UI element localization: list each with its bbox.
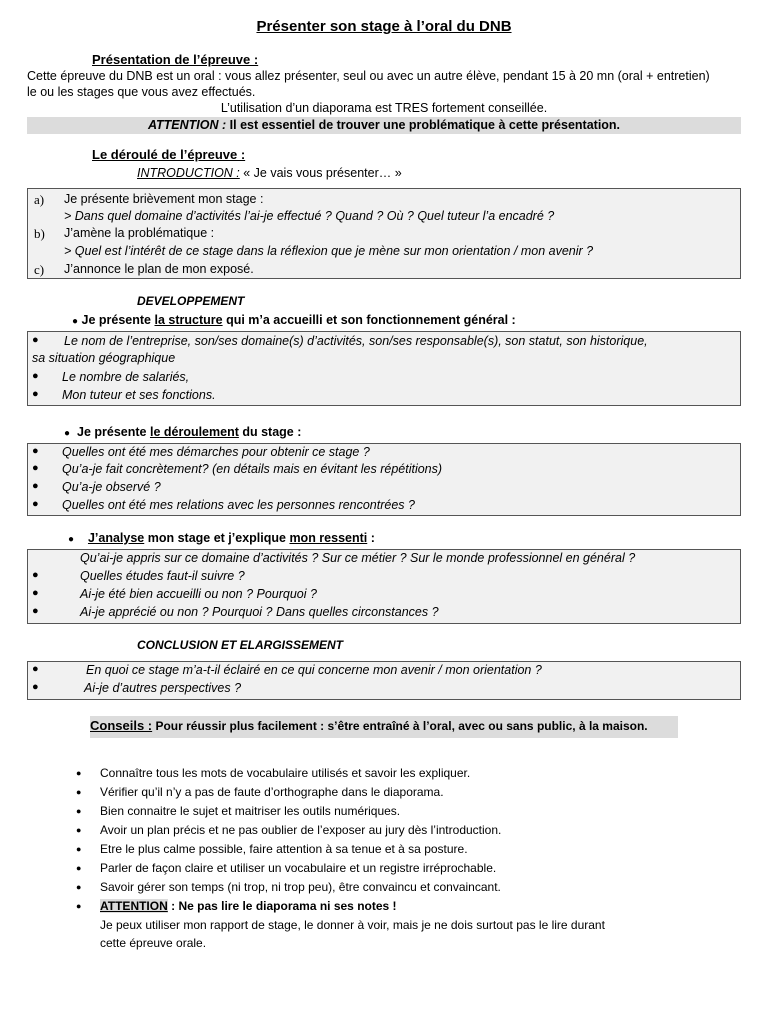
deroulement-heading: ● Je présente le déroulement du stage : <box>64 425 302 439</box>
page-title: Présenter son stage à l’oral du DNB <box>256 18 512 35</box>
bullet-icon: ● <box>76 806 82 816</box>
analyse-heading: ● J’analyse mon stage et j’explique mon ressenti : <box>68 531 375 545</box>
bullet-icon: ● <box>76 844 82 854</box>
introduction-box <box>27 188 741 279</box>
bullet-icon: ● <box>72 316 79 327</box>
conclusion-heading: CONCLUSION ET ELARGISSEMENT <box>137 638 344 652</box>
bullet-icon: ● <box>76 882 82 892</box>
bullet-icon: ● <box>32 498 39 510</box>
presentation-line-1: Cette épreuve du DNB est un oral : vous allez présenter, seul ou avec un autre élève, pendant 15 à 20 mn (oral + entretien) <box>27 69 710 83</box>
attention-text: Il est essentiel de trouver une problématique à cette présentation. <box>226 118 621 132</box>
introduction-heading <box>137 166 402 180</box>
bullet-icon: ● <box>32 605 39 617</box>
bullet-icon: ● <box>32 587 39 599</box>
list-item-continuation: sa situation géographique <box>32 351 176 365</box>
conseils-text: Pour réussir plus facilement : s’être entraîné à l’oral, avec ou sans public, à la maison. <box>152 719 648 733</box>
deroulement-box: ● Quelles ont été mes démarches pour obtenir ce stage ? ● Qu’a-je fait concrètement? (en détails mais en évitant les répétitions) ● Qu’a-je observé ? ● Quelles ont été mes relations avec les personnes rencontrées ? <box>27 443 741 516</box>
attention-banner <box>27 117 741 134</box>
introduction-text: « Je vais vous présenter… » <box>239 166 402 180</box>
list-item: Qu’ai-je appris sur ce domaine d’activités ? Sur ce métier ? Sur le monde professionnel en général ? <box>80 551 636 565</box>
analyse-box: Qu’ai-je appris sur ce domaine d’activités ? Sur ce métier ? Sur le monde professionnel en général ? ● Quelles études faut-il suivre ? ● Ai-je été bien accueilli ou non ? Pourquoi ? ● Ai-je apprécié ou non ? Pourquoi ? Dans quelles circonstances ? <box>27 549 741 624</box>
conclusion-box: ● En quoi ce stage m’a-t-il éclairé en ce qui concerne mon avenir / mon orientation ? ● Ai-je d’autres perspectives ? <box>27 661 741 700</box>
bullet-icon: ● <box>76 825 82 835</box>
bullet-icon: ● <box>32 445 39 457</box>
conseil-attention-label: ATTENTION <box>100 899 168 913</box>
intro-item-a: Je présente brièvement mon stage : <box>64 192 264 206</box>
intro-item-a-detail: > Dans quel domaine d’activités l’ai-je effectué ? Quand ? Où ? Quel tuteur l’a encadré ? <box>64 209 555 223</box>
bullet-icon: ● <box>76 863 82 873</box>
bullet-icon: ● <box>32 370 39 382</box>
bullet-icon: ● <box>68 534 75 545</box>
deroule-heading: Le déroulé de l’épreuve : <box>92 147 246 162</box>
bullet-icon: ● <box>32 388 39 400</box>
bullet-icon: ● <box>76 901 82 911</box>
intro-item-b-detail: > Quel est l’intérêt de ce stage dans la réflexion que je mène sur mon orientation / mon avenir ? <box>64 244 594 258</box>
bullet-icon: ● <box>32 663 39 675</box>
list-marker: b) <box>34 226 45 241</box>
intro-item-c: J’annonce le plan de mon exposé. <box>64 262 254 276</box>
presentation-heading: Présentation de l’épreuve : <box>92 52 259 67</box>
bullet-icon: ● <box>64 428 71 439</box>
presentation-line-2: le ou les stages que vous avez effectués. <box>27 85 256 99</box>
conseil-attention-text: : Ne pas lire le diaporama ni ses notes ! <box>167 899 397 913</box>
presentation-line-3: L’utilisation d’un diaporama est TRES fortement conseillée. <box>220 101 548 115</box>
conseils-label: Conseils : <box>90 718 153 733</box>
bullet-icon: ● <box>76 787 82 797</box>
intro-item-b: J’amène la problématique : <box>64 226 215 240</box>
introduction-label: INTRODUCTION : <box>137 166 240 180</box>
attention-label: ATTENTION : <box>147 118 227 132</box>
list-marker: a) <box>34 192 45 207</box>
developpement-heading: DEVELOPPEMENT <box>137 294 245 308</box>
conseils-banner <box>90 716 678 738</box>
bullet-icon: ● <box>32 681 39 693</box>
structure-box: ● Le nom de l’entreprise, son/ses domaine(s) d’activités, son/ses responsable(s), son statut, son historique, sa situation géographique ● Le nombre de salariés, ● Mon tuteur et ses fonctions. <box>27 331 741 406</box>
bullet-icon: ● <box>76 768 82 778</box>
bullet-icon: ● <box>32 480 39 492</box>
list-marker: c) <box>34 262 45 277</box>
bullet-icon: ● <box>32 334 39 346</box>
bullet-icon: ● <box>32 569 39 581</box>
bullet-icon: ● <box>32 462 39 474</box>
structure-heading: ● Je présente la structure qui m’a accueilli et son fonctionnement général : <box>72 313 516 327</box>
